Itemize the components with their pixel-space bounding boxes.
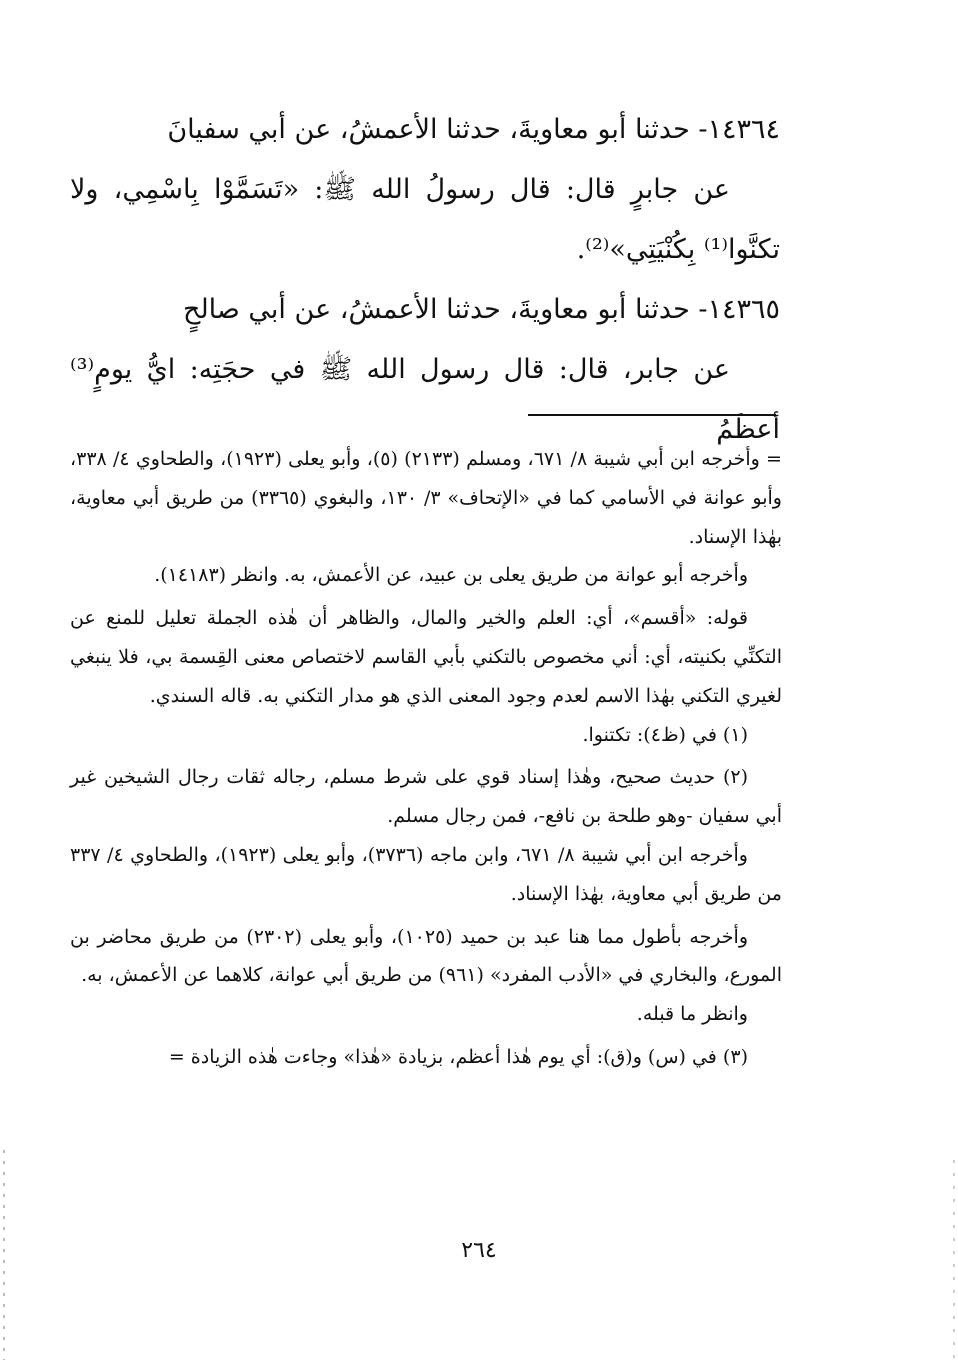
scan-edge-marks (3, 1150, 5, 1360)
hadith-14364-matn: عن جابرٍ قال: قال رسولُ الله ﷺ: «تَسَمَّوْا بِاسْمِي، ولا تكنَّوا⁽¹⁾ بِكُنْيَتِي»⁽²⁾. (70, 174, 780, 265)
scan-edge-marks (953, 1160, 955, 1360)
footnotes (70, 440, 782, 1077)
hadith-14365-matn: عن جابر، قال: قال رسول الله ﷺ في حجَتِه: ايُّ يومٍ⁽³⁾ أعظَمُ (70, 354, 780, 445)
footnote-paragraph: وأخرجه أبو عوانة من طريق يعلى بن عبيد، عن الأعمش، به. وانظر (١٤١٨٣). (154, 564, 748, 587)
footnote-separator (528, 414, 776, 416)
hadith-text (70, 100, 780, 460)
footnote-1: (١) في (ظ٤): تكتنوا. (582, 723, 748, 746)
page-number: ٢٦٤ (461, 1238, 497, 1263)
footnote-paragraph: وانظر ما قبله. (636, 1003, 748, 1026)
hadith-14364-chain: ١٤٣٦٤- حدثنا أبو معاويةَ، حدثنا الأعمشُ، عن أبي سفيانَ (167, 114, 780, 145)
footnote-paragraph: وأخرجه ابن أبي شيبة ٨/ ٦٧١، وابن ماجه (٣٧٣٦)، وأبو يعلى (١٩٢٣)، والطحاوي ٤/ ٣٣٧ من طريق أبي معاوية، بهٰذا الإسناد. (70, 843, 782, 905)
footnote-paragraph: وأخرجه بأطول مما هنا عبد بن حميد (١٠٢٥)، وأبو يعلى (٢٣٠٢) من طريق محاضر بن المورع، والبخاري في «الأدب المفرد» (٩٦١) من طريق أبي عوانة، كلاهما عن الأعمش، به. (70, 925, 782, 987)
hadith-14365-chain: ١٤٣٦٥- حدثنا أبو معاويةَ، حدثنا الأعمشُ، عن أبي صالحٍ (183, 294, 780, 325)
footnote-2: (٢) حديث صحيح، وهٰذا إسناد قوي على شرط مسلم، رجاله ثقات رجال الشيخين غير أبي سفيان -وهو طلحة بن نافع-، فمن رجال مسلم. (70, 766, 782, 828)
footnote-3: (٣) في (س) و(ق): أي يوم هٰذا أعظم، بزيادة «هٰذا» وجاءت هٰذه الزيادة = (168, 1045, 748, 1068)
footnote-continuation: = وأخرجه ابن أبي شيبة ٨/ ٦٧١، ومسلم (٢١٣٣) (٥)، وأبو يعلى (١٩٢٣)، والطحاوي ٤/ ٣٣٨، وأبو عوانة في الأسامي كما في «الإتحاف» ٣/ ١٣٠، والبغوي (٣٣٦٥) من طريق أبي معاوية، بهٰذا الإسناد. (70, 448, 782, 548)
footnote-paragraph: قوله: «أقسم»، أي: العلم والخير والمال، والظاهر أن هٰذه الجملة تعليل للمنع عن التكنِّي بكنيته، أي: أني مخصوص بالتكني بأبي القاسم لاختصاص معنى القِسمة بي، فلا ينبغي لغيري التكني بهٰذا الاسم لعدم وجود المعنى الذي هو مدار التكني به. قاله السندي. (70, 607, 782, 707)
